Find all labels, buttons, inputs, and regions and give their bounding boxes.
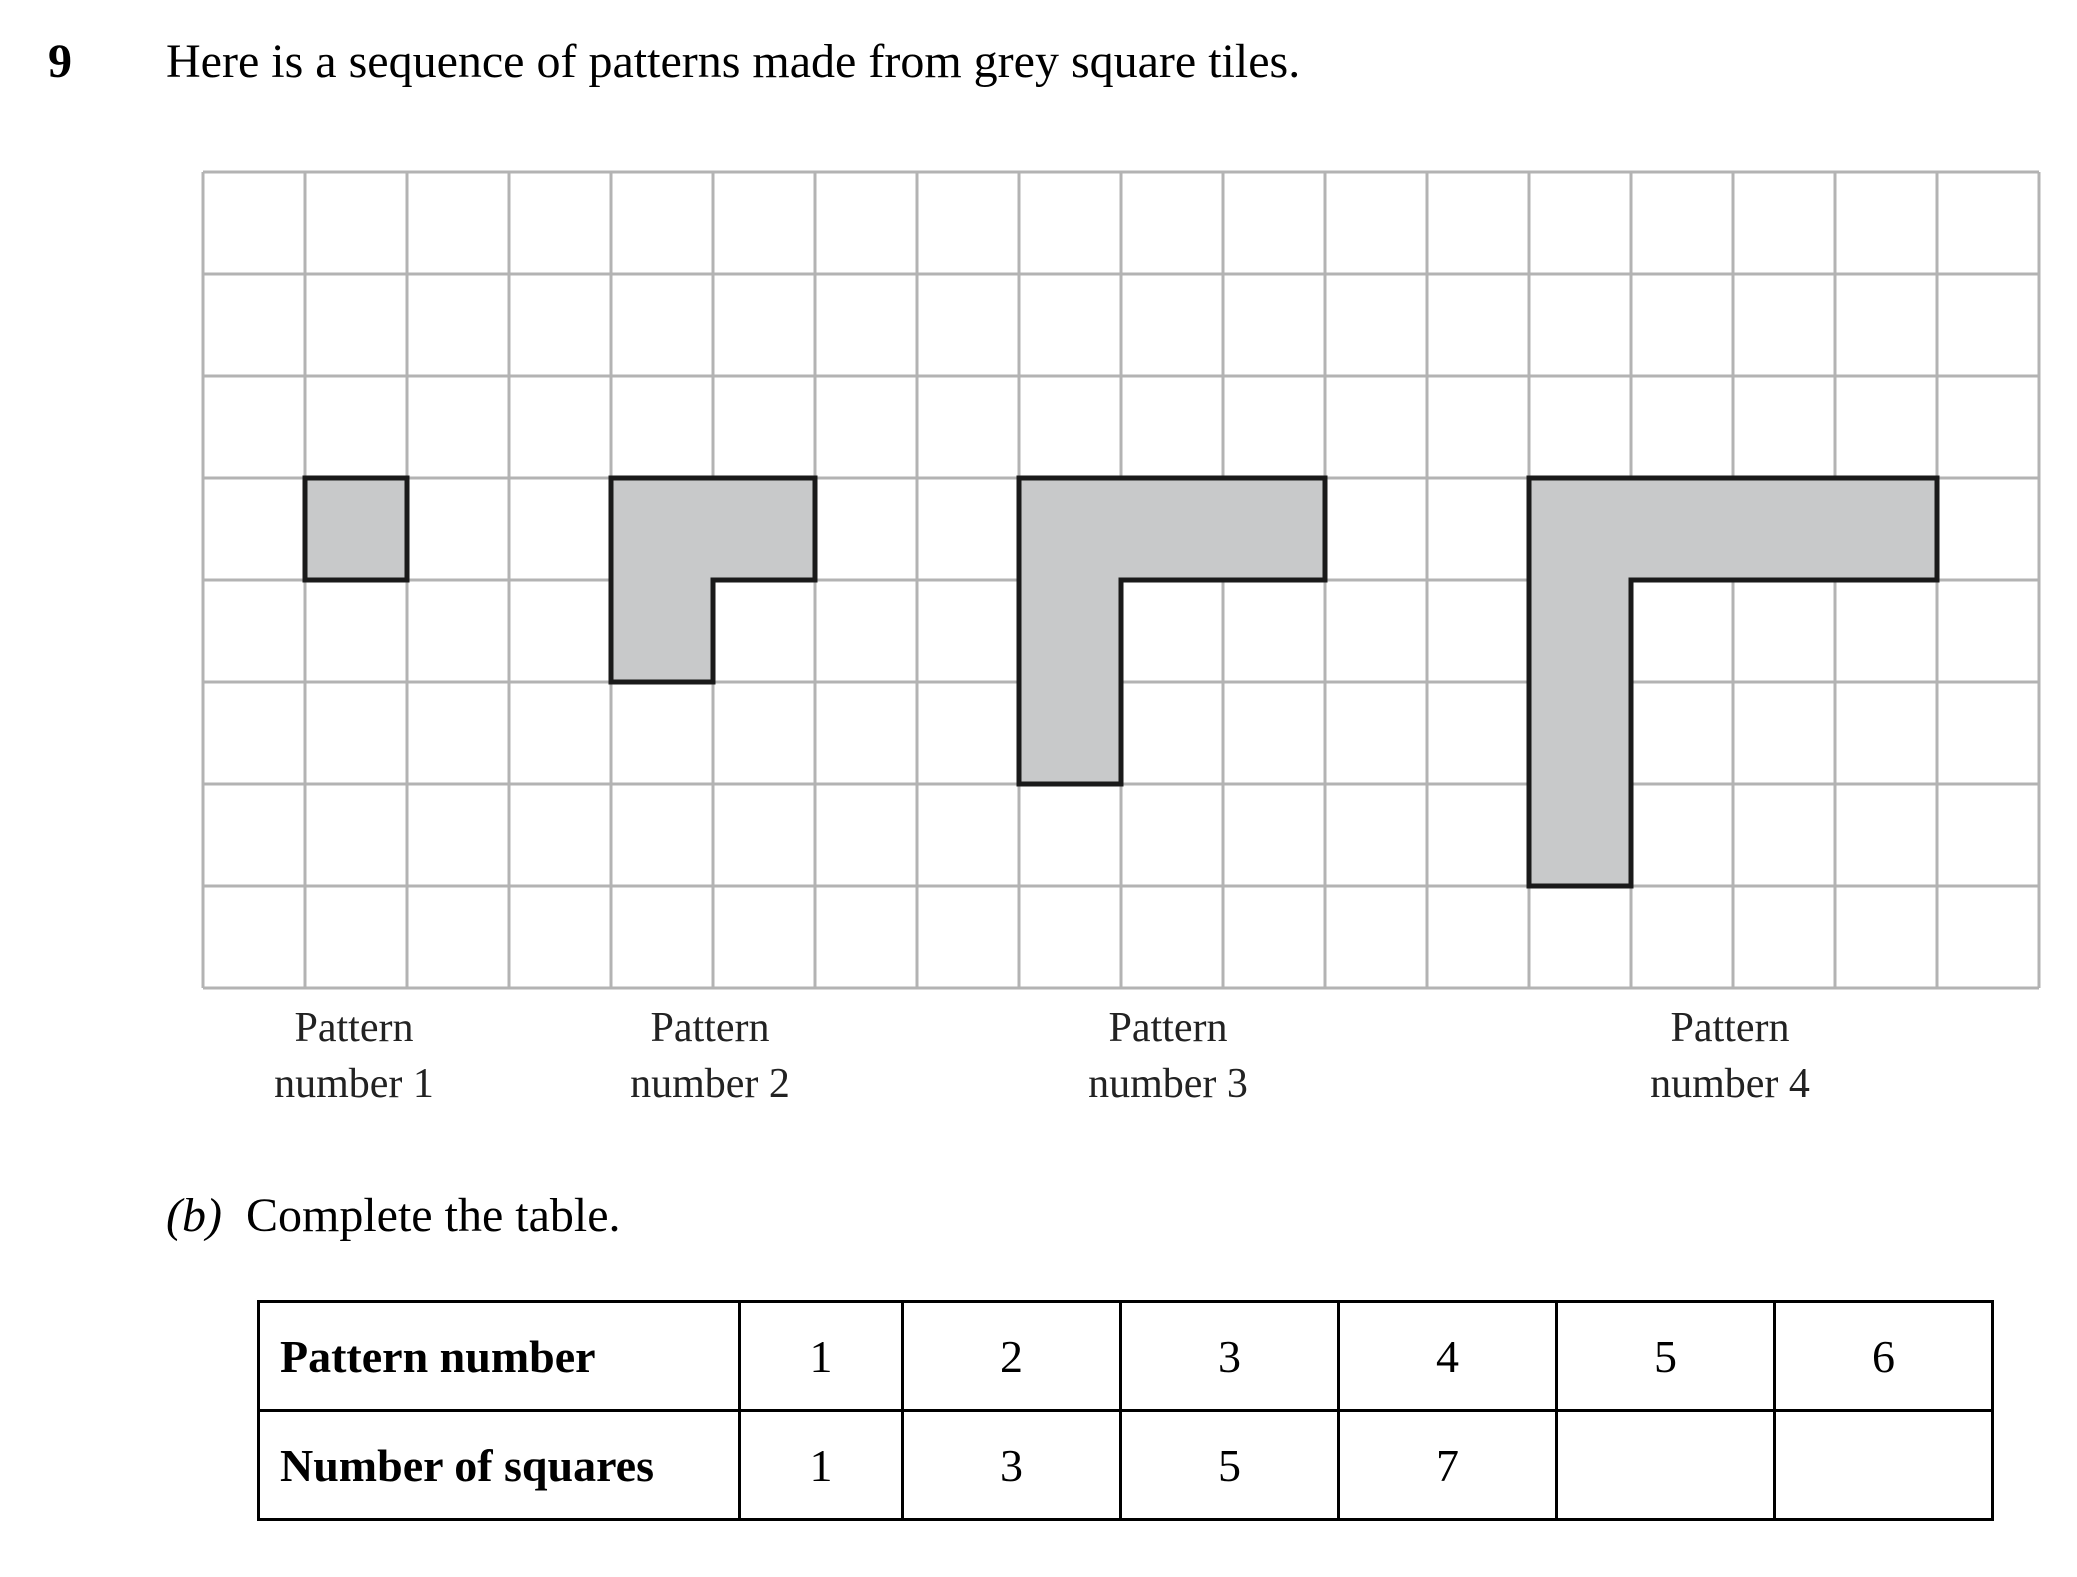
pattern-label-3: [998, 1000, 1338, 1112]
pattern-number-cell: 1: [740, 1302, 903, 1411]
pattern-label-2-line1: Pattern: [650, 1005, 770, 1051]
pattern-label-3-line2: number 3: [1088, 1061, 1248, 1107]
pattern-label-1-line1: Pattern: [294, 1005, 414, 1051]
pattern-number-cell: 5: [1557, 1302, 1775, 1411]
squares-cell: 1: [740, 1411, 903, 1520]
pattern-label-2: [540, 1000, 880, 1112]
pattern-label-4-line1: Pattern: [1670, 1005, 1790, 1051]
row-header-pattern-number: Pattern number: [259, 1302, 740, 1411]
table-row-pattern-number: [259, 1302, 1993, 1411]
squares-cell: 3: [903, 1411, 1121, 1520]
row-header-number-of-squares: Number of squares: [259, 1411, 740, 1520]
pattern-label-1-line2: number 1: [274, 1061, 434, 1107]
pattern-shape-3: [1019, 478, 1325, 784]
pattern-number-cell: 2: [903, 1302, 1121, 1411]
squares-cell: 7: [1339, 1411, 1557, 1520]
answer-cell-pattern-6[interactable]: [1775, 1411, 1993, 1520]
pattern-label-4-line2: number 4: [1650, 1061, 1810, 1107]
answer-cell-pattern-5[interactable]: [1557, 1411, 1775, 1520]
pattern-label-1: [184, 1000, 524, 1112]
squares-cell: 5: [1121, 1411, 1339, 1520]
pattern-label-2-line2: number 2: [630, 1061, 790, 1107]
part-b-text: Complete the table.: [245, 1189, 621, 1242]
table-row-number-of-squares: [259, 1411, 1993, 1520]
question-number: 9: [48, 35, 72, 88]
part-b-instruction: (b) Complete the table.: [166, 1189, 621, 1242]
pattern-label-4: [1560, 1000, 1900, 1112]
sequence-table: [257, 1300, 1994, 1521]
pattern-label-3-line1: Pattern: [1108, 1005, 1228, 1051]
pattern-shape-2: [611, 478, 815, 682]
pattern-number-cell: 6: [1775, 1302, 1993, 1411]
part-b-label: b: [181, 1189, 206, 1242]
pattern-shape-1: [305, 478, 407, 580]
question-text: Here is a sequence of patterns made from grey square tiles.: [166, 35, 1301, 88]
pattern-number-cell: 3: [1121, 1302, 1339, 1411]
pattern-number-cell: 4: [1339, 1302, 1557, 1411]
